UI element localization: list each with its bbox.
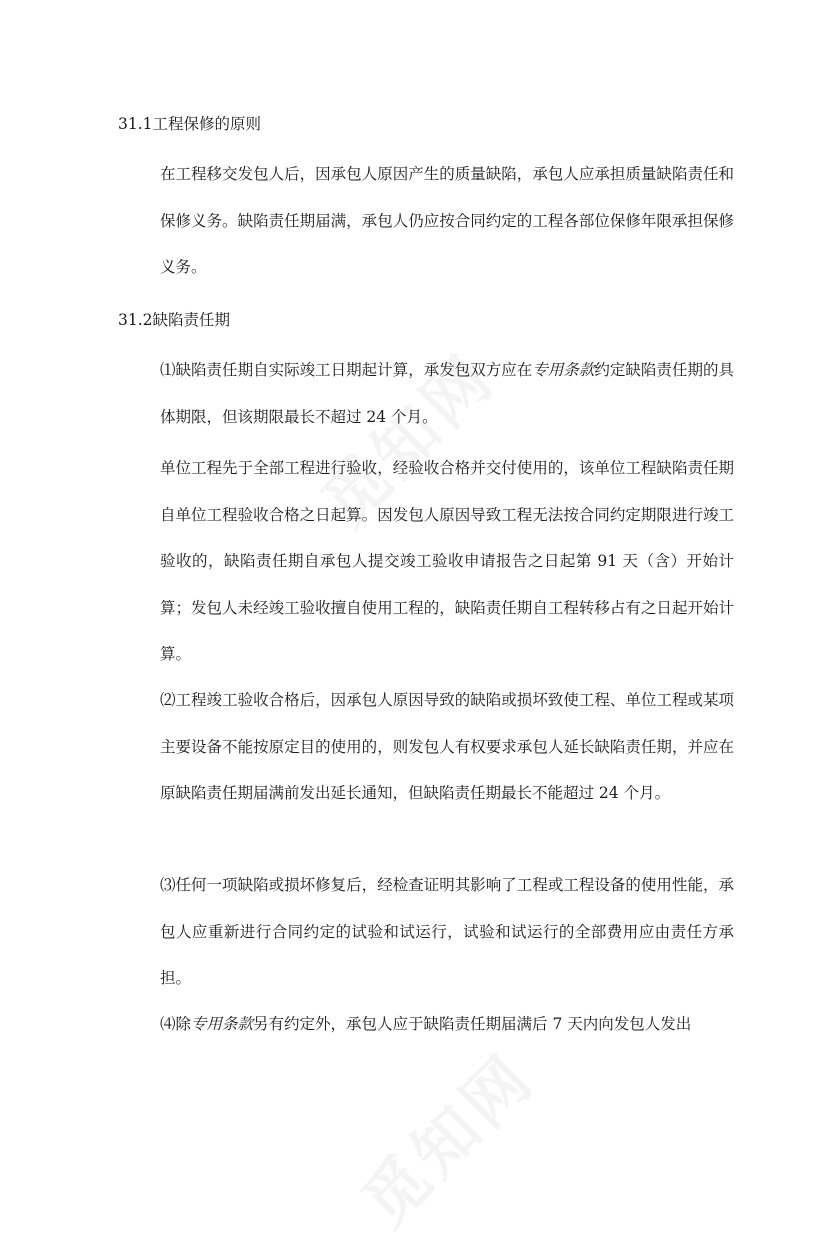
paragraph-text: ⑵工程竣工验收合格后，因承包人原因导致的缺陷或损坏致使工程、单位工程或某项主要设备不能按原定目的使用的，则发包人有权要求承包人延长缺陷责任期，并应在原缺陷责任期届满前发出延长通知，但缺陷责任期最长不能超过 24 个月。 <box>160 691 734 802</box>
section-heading-31-1: 31.1工程保修的原则 <box>118 115 262 133</box>
emphasis-special-terms: 专用条款 <box>191 1015 254 1033</box>
paragraph-text: 约定缺陷责任期的具体期限，但该期限最长不超过 24 个月。 <box>160 361 734 426</box>
emphasis-special-terms: 专用条款 <box>532 361 595 379</box>
watermark <box>338 1029 552 1243</box>
paragraph-clause-3 <box>160 862 734 1002</box>
section-heading-31-2: 31.2缺陷责任期 <box>118 311 231 329</box>
paragraph-clause-1 <box>160 347 734 440</box>
paragraph-text: ⑶任何一项缺陷或损坏修复后，经检查证明其影响了工程或工程设备的使用性能，承包人应重新进行合同约定的试验和试运行，试验和试运行的全部费用应由责任方承担。 <box>160 876 734 987</box>
paragraph-text: ⑷除 <box>160 1015 192 1033</box>
paragraph-text: 单位工程先于全部工程进行验收，经验收合格并交付使用的，该单位工程缺陷责任期自单位工程验收合格之日起算。因发包人原因导致工程无法按合同约定期限进行竣工验收的，缺陷责任期自承包人提交竣工验收申请报告之日起第 91 天（含）开始计算；发包人未经竣工验收擅自使用工程的，缺陷责任期自工程转移占有之日起开始计算。 <box>160 459 734 663</box>
paragraph <box>160 151 734 291</box>
paragraph <box>160 445 734 678</box>
paragraph-text: 在工程移交发包人后，因承包人原因产生的质量缺陷，承包人应承担质量缺陷责任和保修义务。缺陷责任期届满，承包人仍应按合同约定的工程各部位保修年限承担保修义务。 <box>160 165 734 276</box>
paragraph-text: 另有约定外，承包人应于缺陷责任期届满后 7 天内向发包人发出 <box>253 1015 692 1033</box>
paragraph-clause-2 <box>160 677 734 817</box>
paragraph-text: ⑴缺陷责任期自实际竣工日期起计算，承发包双方应在 <box>160 361 533 379</box>
paragraph-clause-4 <box>160 1001 734 1048</box>
